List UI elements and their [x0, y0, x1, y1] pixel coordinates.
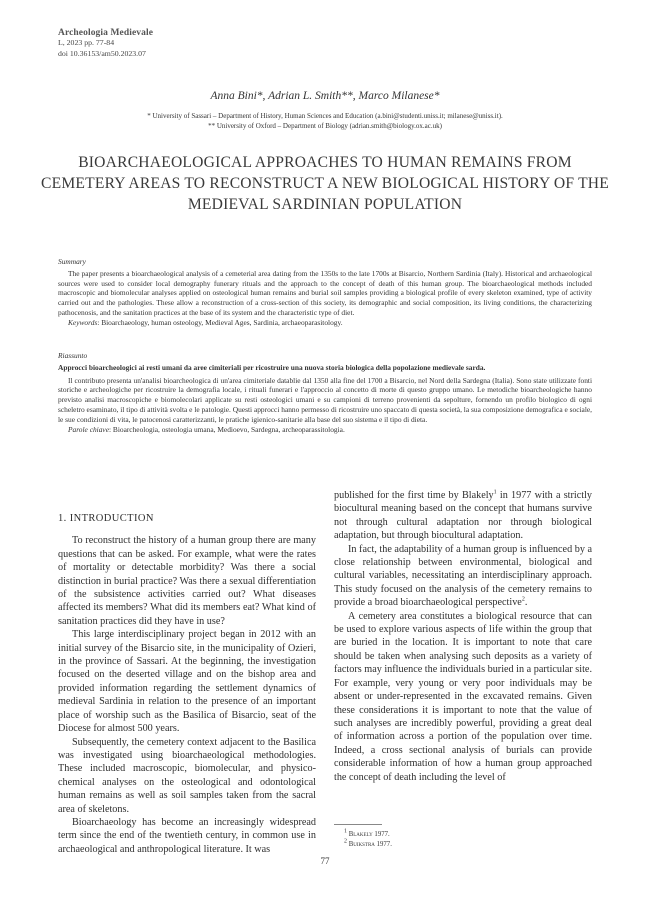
paragraph: Subsequently, the cemetery context adjacent to the Basilica was investigated using bioarchaeological methodologies. These included macroscopic, biomolecular, and physico-chemical analyses on the osteological and odontological human remains as well as soil samples taken from the sacral area of skeletons.: [58, 736, 316, 815]
text-run: In fact, the adaptability of a human group is influenced by a close relationship between environmental, biological and cultural variables, necessitating an interdisciplinary approach. This study focused on the analysis of the cemetery remains to provide a broad bioarchaeological perspective: [334, 543, 592, 609]
summary-section: [58, 257, 592, 328]
paragraph: This large interdisciplinary project began in 2012 with an initial survey of the Bisarcio site, in the municipality of Ozieri, in the province of Sassari. At the beginning, the investigation focused on the deserted village and on the bishop area and provided information regarding the settlement dynamics of medieval Sardinia in relation to the presence of an important place of worship such as the Basilica of Bisarcio, seat of the Diocese for almost 500 years.: [58, 629, 316, 735]
paragraph: [334, 489, 592, 543]
footnote-number: 1: [344, 828, 347, 835]
parole-chiave-label: Parole chiave: [68, 424, 109, 434]
riassunto-keywords: Parole chiave: Bioarcheologia, osteologia umana, Medioevo, Sardegna, archeoparassitologia.: [68, 424, 345, 434]
journal-volume: L, 2023 pp. 77-84: [58, 38, 115, 47]
riassunto-section: [58, 351, 592, 434]
paragraph: [334, 543, 592, 610]
affiliations: [0, 111, 650, 131]
footnote: [334, 830, 592, 840]
footnote-text: Buikstra 1977.: [348, 840, 392, 848]
parole-chiave-text: Bioarcheologia, osteologia umana, Medioevo, Sardegna, archeoparassitologia.: [112, 424, 345, 434]
footnote-text: Blakely 1977.: [348, 831, 390, 838]
summary-label: Summary: [58, 257, 86, 266]
text-run: in 1977 with a strictly biocultural meaning based on the concept that humans survive not through cultural adaptation nor through biological adaptation, but through biocultural adaptation.: [334, 490, 592, 542]
paragraph: A cemetery area constitutes a biological resource that can be used to explore various aspects of life within the group that are buried in the location. It is important to note that care should be taken when analysing such deposits as a variety of factors may influence the individuals buried in a particular site. For example, very young or very poor individuals may be absent or under-represented in the excavated remains. Given these considerations it is important to note that the value of such analyses are incredibly powerful, providing a great deal of information across a portion of the population over time. Indeed, a cross sectional analysis of burials can provide considerable information of how a human group approached the concept of death including the level of: [334, 610, 592, 783]
section-heading: 1. INTRODUCTION: [58, 513, 154, 524]
text-run: .: [524, 597, 528, 609]
affiliation-oxford: ** University of Oxford – Department of Biology (adrian.smith@biology.ox.ac.uk): [208, 122, 442, 130]
riassunto-label: Riassunto: [58, 351, 88, 360]
keywords-text: Bioarchaeology, human osteology, Medieval Ages, Sardinia, archaeoparasitology.: [101, 317, 343, 327]
paragraph: To reconstruct the history of a human group there are many questions that can be asked. For example, what were the rates of mortality or detectable morbidity? Was there a social distinction in burial practice? Was there a sexual differentiation of the subsistence activities carried out? What diseases affected its members? What did its members eat? What kind of sanitation practices did they have in use?: [58, 535, 316, 627]
summary-keywords: Keywords: Bioarchaeology, human osteology, Medieval Ages, Sardinia, archaeoparasitology.: [68, 317, 343, 327]
keywords-label: Keywords: [68, 317, 98, 327]
footnote: [334, 840, 592, 850]
footnote-ref-2[interactable]: 2: [521, 596, 525, 603]
journal-doi: doi 10.36153/am50.2023.07: [58, 48, 146, 58]
right-column: [334, 489, 592, 784]
journal-header: [58, 28, 358, 59]
paper-title: BIOARCHAEOLOGICAL APPROACHES TO HUMAN REMAINS FROM CEMETERY AREAS TO RECONSTRUCT A NEW BIOLOGICAL HISTORY OF THE MEDIEVAL SARDINIAN POPULATION: [41, 154, 609, 213]
paragraph: Bioarchaeology has become an increasingly widespread term since the end of the twentieth century, in common use in archaeological and anthropological literature. It was: [58, 816, 316, 855]
text-run: published for the first time by Blakely: [334, 490, 494, 501]
affiliation-sassari: * University of Sassari – Department of History, Human Sciences and Education (a.bini@studenti.uniss.it; milanese@uniss.it).: [147, 112, 503, 120]
riassunto-text: Il contributo presenta un'analisi bioarcheologica di un'area cimiteriale datablie dal 1350 alla fine del 1700 a Bisarcio, nel Nord della Sardegna (Italia). Sono state utilizzate fonti storiche e archeologiche per ricostruire la demografia locale, i rituali funerari e l'approccio al concetto di morte di questo gruppo umano. Le metodiche bioarcheologiche hanno previsto analisi macroscopiche e biomolecolari applicate su resti osteologici umani e su campioni di terreno provenienti da sepolture, fornendo un profilo biologico di ogni scheletro esaminato, il tipo di attività svolta e le patologie. Questi approcci hanno permesso di ricostruire uno spaccato di questa società, la sua composizione demografica e sociale, le sue condizioni di vita, le patocenosi caratterizzanti, le pratiche igienico-sanitarie alla base del suo sistema e il tipo di dieta.: [58, 375, 592, 424]
left-column: [58, 512, 316, 856]
journal-name: Archeologia Medievale: [58, 28, 154, 38]
author-list: Anna Bini*, Adrian L. Smith**, Marco Milanese*: [210, 90, 440, 102]
footnote-divider: [334, 824, 382, 825]
riassunto-title: Approcci bioarcheologici ai resti umani da aree cimiteriali per ricostruire una nuova storia biologica della popolazione medievale sarda.: [58, 362, 486, 372]
footnote-ref-1[interactable]: 1: [493, 489, 497, 496]
page-number: 77: [320, 856, 330, 866]
footnotes: [334, 830, 592, 849]
footnote-number: 2: [344, 838, 347, 845]
summary-text: The paper presents a bioarchaeological analysis of a cemeterial area dating from the 1350s to the late 1700s at Bisarcio, Northern Sardinia (Italy). Historical and archaeological sources were used to consider local demography funerary rituals and the approach to the concept of death of this human group. The bioarchaeological methods included macroscopic and biomolecular analyses applied on osteological human remains and burial soil samples providing a biological profile of every skeleton examined, type of activity carried out and the pathologies. These allow a reconstruction of a cross-section of this society, its demographic and social composition, its living conditions, the characterizing pathocenosis, and the sanitation practices at the base of its system and the characteristic type of diet.: [58, 268, 592, 317]
